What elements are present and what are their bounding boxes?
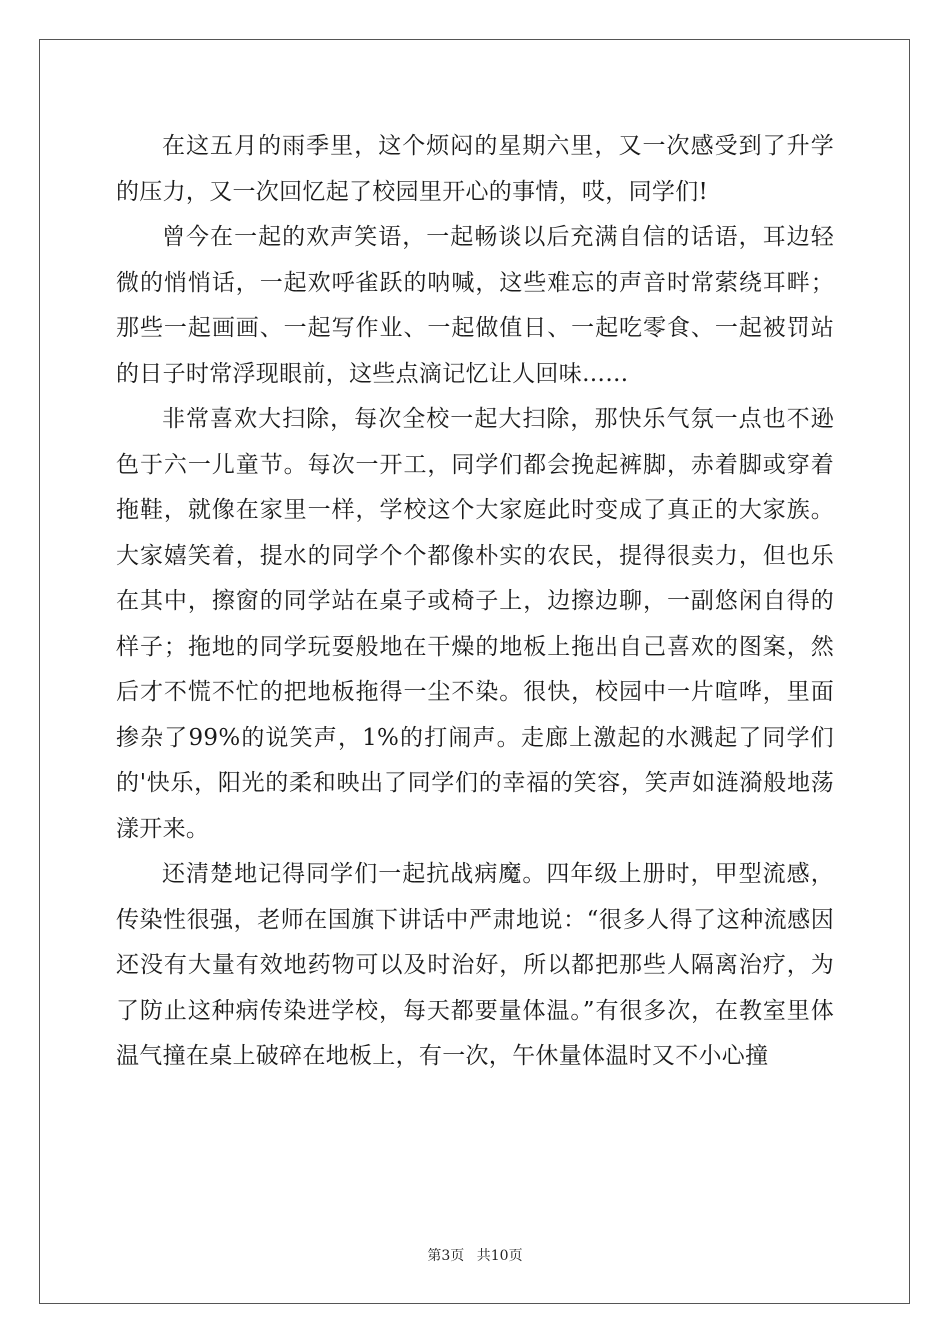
paragraph-4: 还清楚地记得同学们一起抗战病魔。四年级上册时，甲型流感，传染性很强，老师在国旗下讲话中严肃地说：“很多人得了这种流感因还没有大量有效地药物可以及时治好，所以都把那些人隔离治疗，为了防止这种病传染进学校，每天都要量体温。”有很多次，在教室里体温气撞在桌上破碎在地板上，有一次，午休量体温时又不小心撞 [116,861,834,1069]
page-total: 共10页 [476,1248,523,1264]
paragraph-3: 非常喜欢大扫除，每次全校一起大扫除，那快乐气氛一点也不逊色于六一儿童节。每次一开工，同学们都会挽起裤脚，赤着脚或穿着拖鞋，就像在家里一样，学校这个大家庭此时变成了真正的大家族。大家嬉笑着，提水的同学个个都像朴实的农民，提得很卖力，但也乐在其中，擦窗的同学站在桌子或椅子上，边擦边聊，一副悠闲自得的样子；拖地的同学玩耍般地在干燥的地板上拖出自己喜欢的图案，然后才不慌不忙的把地板拖得一尘不染。很快，校园中一片喧哗，里面掺杂了99%的说笑声，1%的打闹声。走廊上激起的水溅起了同学们的'快乐，阳光的柔和映出了同学们的幸福的笑容，笑声如涟漪般地荡漾开来。 [116,406,834,842]
page-footer [0,1245,950,1265]
document-body [116,124,834,1080]
paragraph-2: 曾今在一起的欢声笑语，一起畅谈以后充满自信的话语，耳边轻微的悄悄话，一起欢呼雀跃的呐喊，这些难忘的声音时常萦绕耳畔；那些一起画画、一起写作业、一起做值日、一起吃零食、一起被罚站的日子时常浮现眼前，这些点滴记忆让人回味…… [116,224,834,387]
page-number: 第3页 [427,1248,465,1264]
paragraph-1: 在这五月的雨季里，这个烦闷的星期六里，又一次感受到了升学的压力，又一次回忆起了校园里开心的事情，哎，同学们! [116,133,834,205]
